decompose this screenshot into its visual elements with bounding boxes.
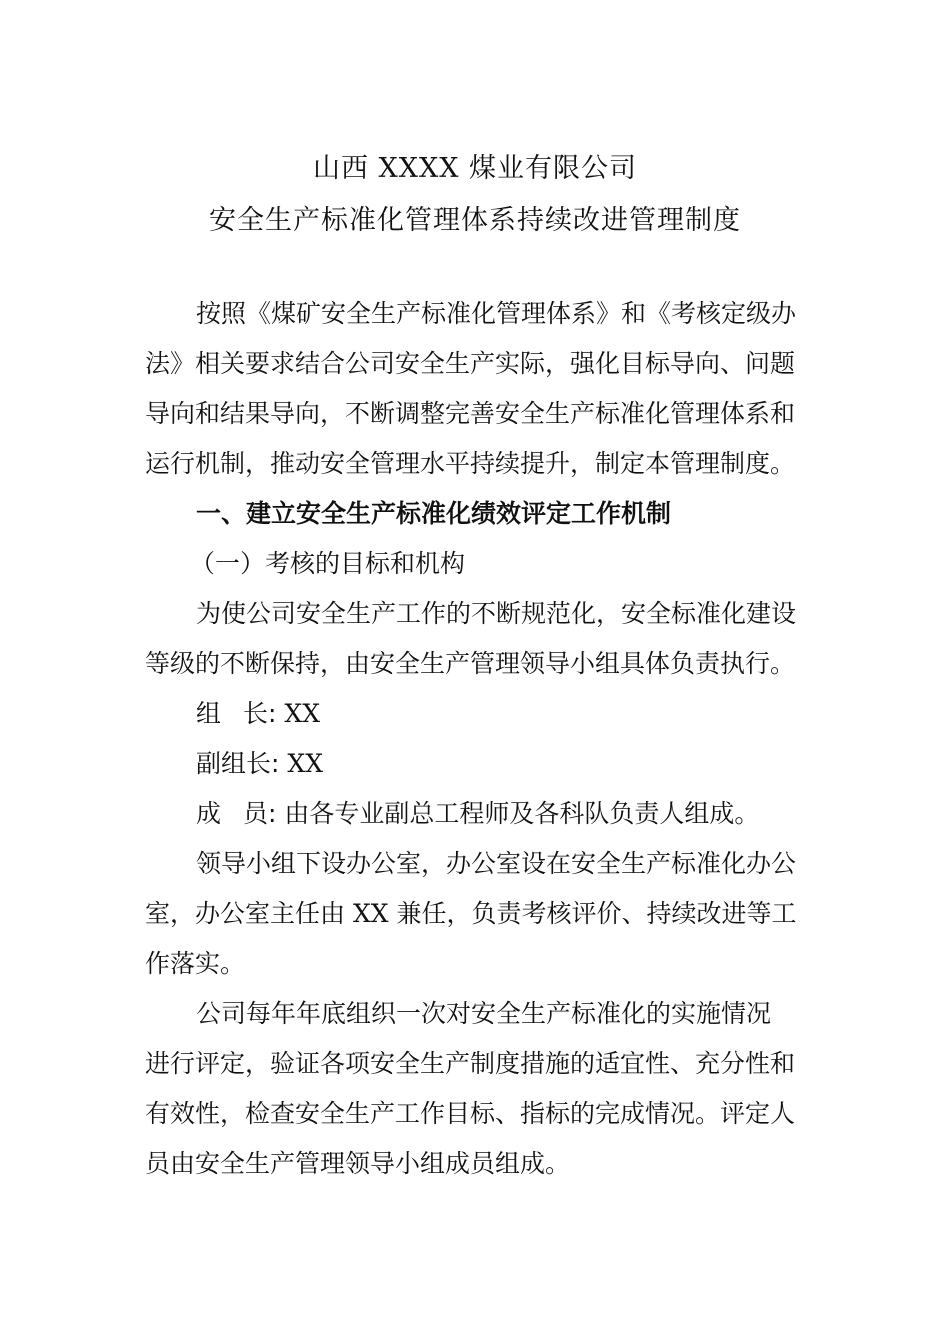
deputy-value: XX [287, 749, 323, 778]
members-value: 由各专业副总工程师及各科队负责人组成。 [284, 799, 760, 828]
annual-line: 员由安全生产管理领导小组成员组成。 [145, 1149, 571, 1178]
office-line [145, 898, 797, 930]
office-line: 作落实。 [145, 949, 246, 978]
document-title-regulation: 安全生产标准化管理体系持续改进管理制度 [209, 205, 741, 236]
leader-value: XX [284, 699, 321, 728]
annual-line: 有效性，检查安全生产工作目标、指标的完成情况。评定人 [145, 1099, 796, 1128]
purpose-line: 等级的不断保持，由安全生产管理领导小组具体负责执行。 [145, 649, 796, 678]
intro-line: 按照《煤矿安全生产标准化管理体系》和《考核定级办 [196, 299, 797, 328]
office-text: 室，办公室主任由 [145, 899, 346, 928]
members-line [196, 798, 759, 830]
office-text: 兼任，负责考核评价、持续改进等工 [396, 899, 797, 928]
deputy-line [196, 748, 323, 780]
annual-line: 进行评定，验证各项安全生产制度措施的适宜性、充分性和 [145, 1049, 796, 1078]
intro-line: 导向和结果导向，不断调整完善安全生产标准化管理体系和 [145, 399, 796, 428]
office-line: 领导小组下设办公室，办公室设在安全生产标准化办公 [196, 849, 797, 878]
leader-label: 组 [196, 699, 222, 728]
purpose-line: 为使公司安全生产工作的不断规范化，安全标准化建设 [196, 599, 797, 628]
annual-line: 公司每年年底组织一次对安全生产标准化的实施情况 [196, 999, 772, 1028]
members-label-suffix: 员: [243, 799, 277, 828]
members-label: 成 [196, 799, 222, 828]
office-director-value: XX [352, 899, 389, 928]
leader-label-suffix: 长: [243, 699, 277, 728]
deputy-label: 副组长: [196, 749, 280, 778]
document-title-company: 山西 XXXX 煤业有限公司 [312, 153, 638, 184]
section-heading: 一、建立安全生产标准化绩效评定工作机制 [196, 499, 672, 528]
intro-line: 法》相关要求结合公司安全生产实际，强化目标导向、问题 [145, 349, 796, 378]
intro-line: 运行机制，推动安全管理水平持续提升，制定本管理制度。 [145, 449, 796, 478]
subsection-heading: （一）考核的目标和机构 [190, 549, 466, 578]
leader-line [196, 698, 320, 730]
